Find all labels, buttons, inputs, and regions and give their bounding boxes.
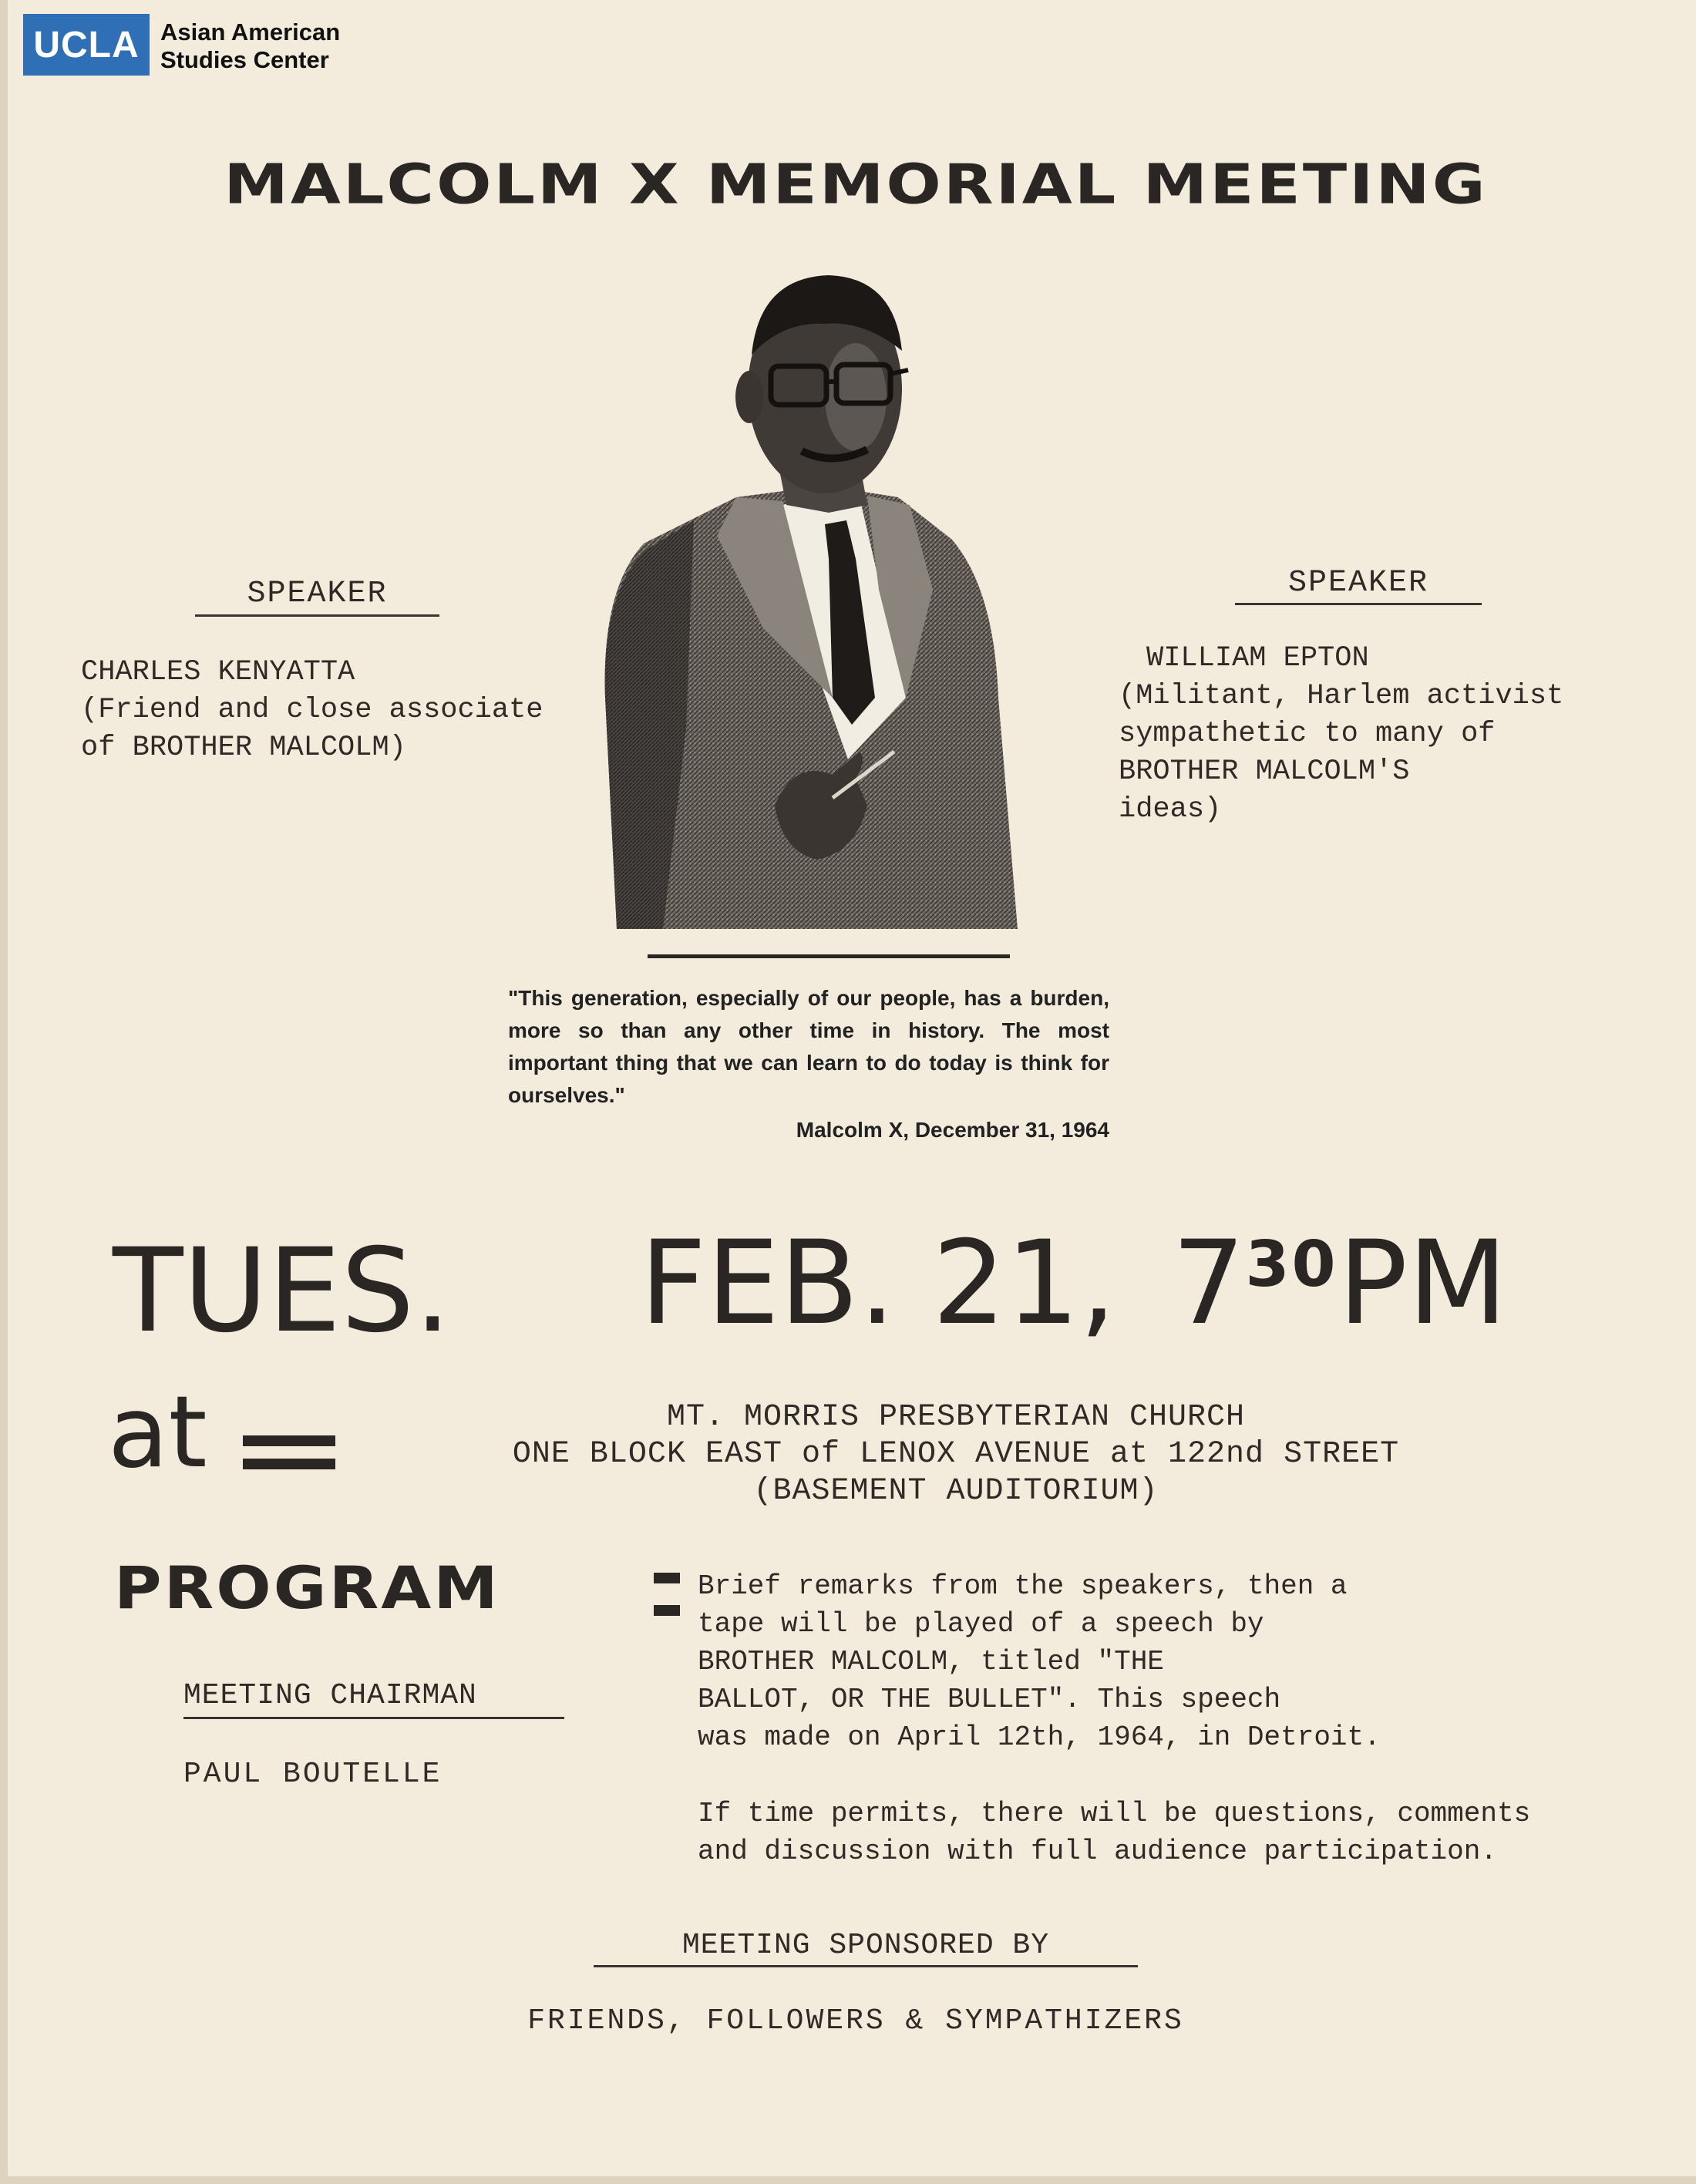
venue <box>439 1399 1472 1510</box>
left-speaker-line: (Friend and close associate <box>81 694 543 726</box>
chairman-name: PAUL BOUTELLE <box>183 1758 443 1791</box>
right-speaker-heading: SPEAKER <box>1287 566 1429 601</box>
at-equals-bar <box>243 1435 335 1446</box>
left-speaker-line: of BROTHER MALCOLM) <box>81 732 406 764</box>
event-date: FEB. 21, <box>640 1217 1116 1351</box>
right-speaker-underline <box>1235 603 1482 605</box>
ucla-logo-text: UCLA <box>33 24 140 66</box>
venue-line1: MT. MORRIS PRESBYTERIAN CHURCH <box>666 1400 1246 1435</box>
program-line: BALLOT, OR THE BULLET". This speech <box>698 1684 1281 1715</box>
program-line: If time permits, there will be questions, comments <box>698 1798 1531 1829</box>
program-line: and discussion with full audience participation. <box>698 1836 1497 1867</box>
center-name <box>160 19 340 74</box>
center-name-line2: Studies Center <box>160 46 329 73</box>
program-line: tape will be played of a speech by <box>698 1608 1264 1640</box>
sponsor-heading: MEETING SPONSORED BY <box>681 1929 1050 1962</box>
sponsor-underline <box>594 1965 1138 1967</box>
malcolm-x-photo <box>601 266 1033 960</box>
program-line: BROTHER MALCOLM, titled "THE <box>698 1646 1164 1678</box>
left-speaker-heading: SPEAKER <box>247 577 388 611</box>
program-description <box>698 1567 1584 1909</box>
quote-text: "This generation, especially of our people, has a burden, more so than any other time in history. The most important thing that we can learn to do today is think for ourselves." <box>508 986 1109 1107</box>
at-equals-bar <box>243 1459 335 1469</box>
event-time <box>1172 1217 1508 1360</box>
program-line: was made on April 12th, 1964, in Detroit. <box>698 1721 1381 1753</box>
chairman-heading: MEETING CHAIRMAN <box>183 1679 477 1712</box>
program-colon-bar <box>654 1573 680 1583</box>
program-heading: PROGRAM <box>114 1554 500 1623</box>
venue-line3: (BASEMENT AUDITORIUM) <box>753 1474 1159 1509</box>
sponsor-name: FRIENDS, FOLLOWERS & SYMPATHIZERS <box>527 2004 1184 2038</box>
venue-line2: ONE BLOCK EAST of LENOX AVENUE at 122nd STREET <box>512 1437 1400 1472</box>
left-speaker-line: CHARLES KENYATTA <box>81 656 355 688</box>
right-speaker-line: WILLIAM EPTON <box>1146 642 1369 675</box>
program-paragraph <box>698 1795 1584 1870</box>
event-time-suffix: PM <box>1338 1217 1508 1351</box>
right-speaker-line: ideas) <box>1119 793 1222 826</box>
quote-attribution: Malcolm X, December 31, 1964 <box>796 1118 1109 1142</box>
event-time-hour: 7 <box>1172 1217 1246 1351</box>
event-day: TUES. <box>113 1224 452 1358</box>
right-speaker-line: (Militant, Harlem activist <box>1119 680 1564 712</box>
left-speaker-underline <box>195 614 439 617</box>
center-name-line1: Asian American <box>160 19 341 45</box>
chairman-underline <box>183 1717 564 1719</box>
program-paragraph <box>698 1567 1584 1756</box>
program-colon-bar <box>654 1605 680 1616</box>
right-speaker-line: BROTHER MALCOLM'S <box>1119 755 1410 788</box>
right-speaker-line: sympathetic to many of <box>1119 718 1496 750</box>
flyer-title: MALCOLM X MEMORIAL MEETING <box>224 152 1488 217</box>
event-time-minutes: 30 <box>1245 1228 1338 1301</box>
ucla-logo <box>23 14 150 76</box>
left-speaker-info <box>81 654 543 767</box>
right-speaker-info <box>1119 640 1563 829</box>
program-line: Brief remarks from the speakers, then a <box>698 1570 1348 1602</box>
at-label: at <box>108 1375 207 1490</box>
